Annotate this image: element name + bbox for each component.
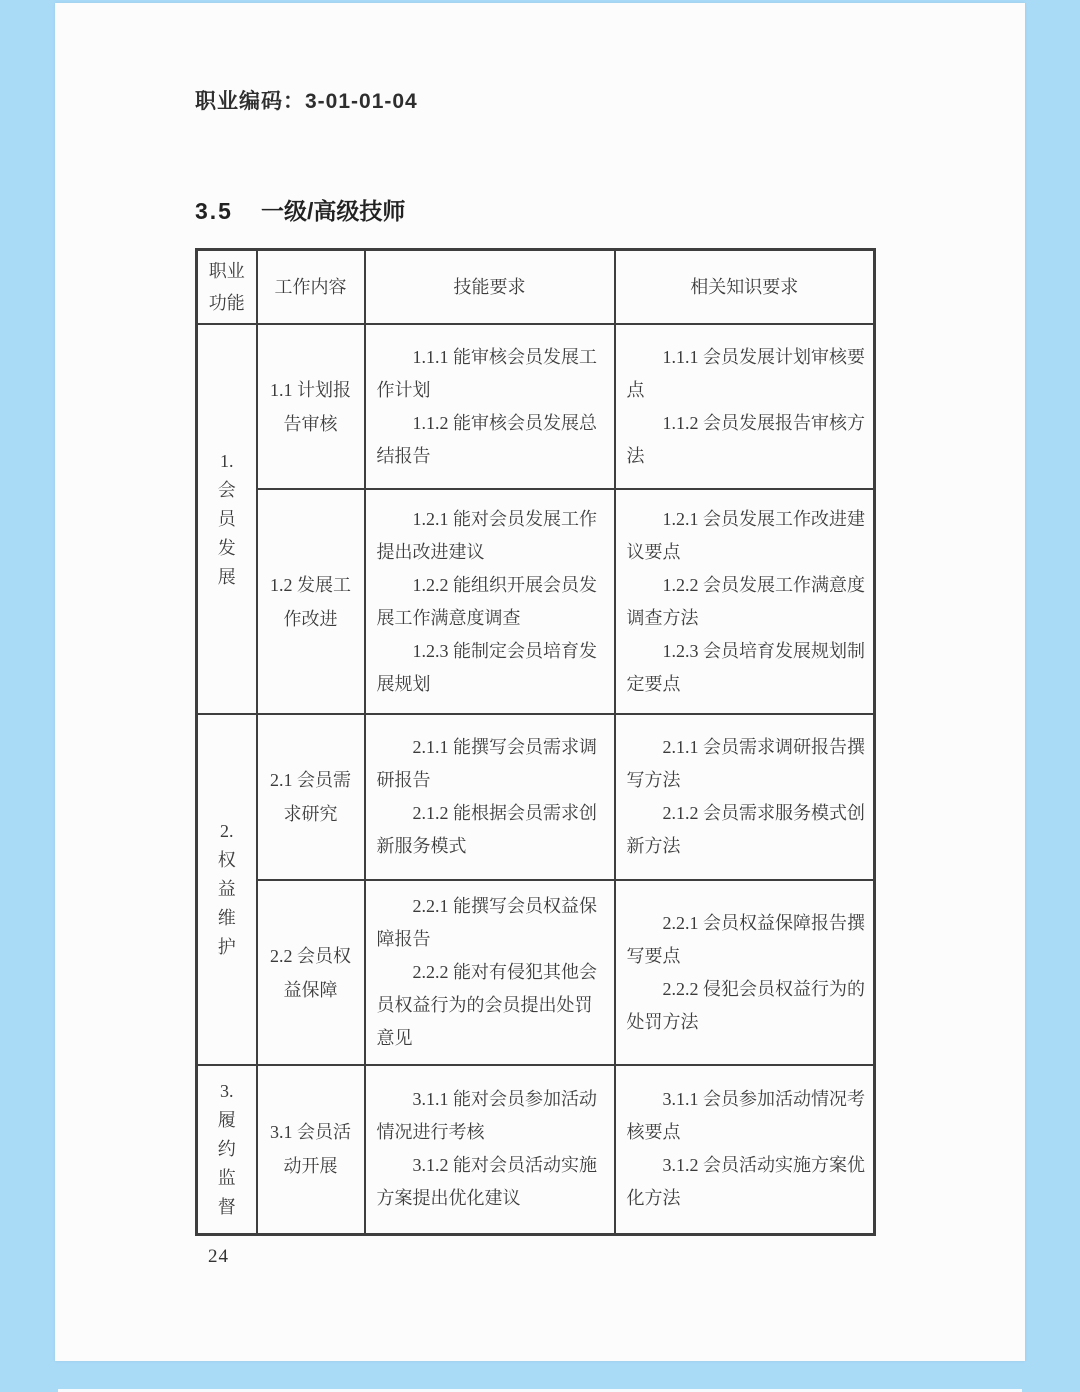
table-row xyxy=(197,880,875,1065)
function-label: 3. 履约监督 xyxy=(217,1080,236,1217)
document-page xyxy=(55,3,1025,1361)
skill-item: 1.1.1 能审核会员发展工作计划 xyxy=(376,346,597,400)
table-row xyxy=(197,489,875,714)
col-header-work: 工作内容 xyxy=(257,250,365,325)
skill-item: 2.2.2 能对有侵犯其他会员权益行为的会员提出处罚意见 xyxy=(376,962,597,1048)
table-row xyxy=(197,714,875,880)
function-cell-performance-supervision xyxy=(197,1065,257,1234)
skills-cell xyxy=(365,714,615,880)
col-header-knowledge: 相关知识要求 xyxy=(615,250,875,325)
knowledge-cell xyxy=(615,880,875,1065)
col-header-function: 职业功能 xyxy=(197,250,257,325)
knowledge-item: 1.2.1 会员发展工作改进建议要点 xyxy=(626,508,865,562)
work-cell: 1.2 发展工作改进 xyxy=(257,489,365,714)
knowledge-cell xyxy=(615,1065,875,1234)
occupation-code: 职业编码：3-01-01-04 xyxy=(195,90,418,113)
knowledge-item: 3.1.2 会员活动实施方案优化方法 xyxy=(626,1155,865,1209)
function-label: 1. 会员发展 xyxy=(217,450,236,587)
skill-item: 1.1.2 能审核会员发展总结报告 xyxy=(376,412,597,466)
knowledge-item: 1.2.2 会员发展工作满意度调查方法 xyxy=(626,574,865,628)
skill-item: 2.2.1 能撰写会员权益保障报告 xyxy=(376,896,597,949)
skills-cell xyxy=(365,489,615,714)
skills-cell xyxy=(365,324,615,489)
standards-table xyxy=(195,248,876,1236)
skill-item: 1.2.1 能对会员发展工作提出改进建议 xyxy=(376,508,597,562)
section-number: 3.5 xyxy=(195,198,233,224)
knowledge-item: 1.1.1 会员发展计划审核要点 xyxy=(626,346,865,400)
skills-cell xyxy=(365,880,615,1065)
work-cell: 3.1 会员活动开展 xyxy=(257,1065,365,1234)
skill-item: 2.1.2 能根据会员需求创新服务模式 xyxy=(376,803,597,856)
skill-item: 3.1.2 能对会员活动实施方案提出优化建议 xyxy=(376,1155,597,1209)
work-cell: 1.1 计划报告审核 xyxy=(257,324,365,489)
knowledge-cell xyxy=(615,714,875,880)
skill-item: 1.2.2 能组织开展会员发展工作满意度调查 xyxy=(376,574,597,628)
knowledge-item: 3.1.1 会员参加活动情况考核要点 xyxy=(626,1089,865,1143)
knowledge-item: 2.1.2 会员需求服务模式创新方法 xyxy=(626,803,865,856)
knowledge-cell xyxy=(615,489,875,714)
table-header-row xyxy=(197,250,875,325)
work-cell: 2.1 会员需求研究 xyxy=(257,714,365,880)
skill-item: 3.1.1 能对会员参加活动情况进行考核 xyxy=(376,1089,597,1143)
table-row xyxy=(197,1065,875,1234)
function-label: 2. 权益维护 xyxy=(217,821,236,957)
section-title: 一级/高级技师 xyxy=(260,198,406,224)
knowledge-item: 1.1.2 会员发展报告审核方法 xyxy=(626,412,865,466)
skills-cell xyxy=(365,1065,615,1234)
table-row xyxy=(197,324,875,489)
knowledge-item: 2.2.2 侵犯会员权益行为的处罚方法 xyxy=(626,978,865,1032)
work-cell: 2.2 会员权益保障 xyxy=(257,880,365,1065)
function-cell-rights-protection xyxy=(197,714,257,1065)
knowledge-item: 2.1.1 会员需求调研报告撰写方法 xyxy=(626,737,865,790)
knowledge-item: 2.2.1 会员权益保障报告撰写要点 xyxy=(626,912,865,966)
skill-item: 1.2.3 能制定会员培育发展规划 xyxy=(376,640,597,694)
skill-item: 2.1.1 能撰写会员需求调研报告 xyxy=(376,737,597,790)
function-cell-member-development xyxy=(197,324,257,714)
section-heading xyxy=(195,193,405,226)
page-number: 24 xyxy=(208,1246,229,1267)
col-header-skills: 技能要求 xyxy=(365,250,615,325)
knowledge-cell xyxy=(615,324,875,489)
knowledge-item: 1.2.3 会员培育发展规划制定要点 xyxy=(626,640,865,694)
